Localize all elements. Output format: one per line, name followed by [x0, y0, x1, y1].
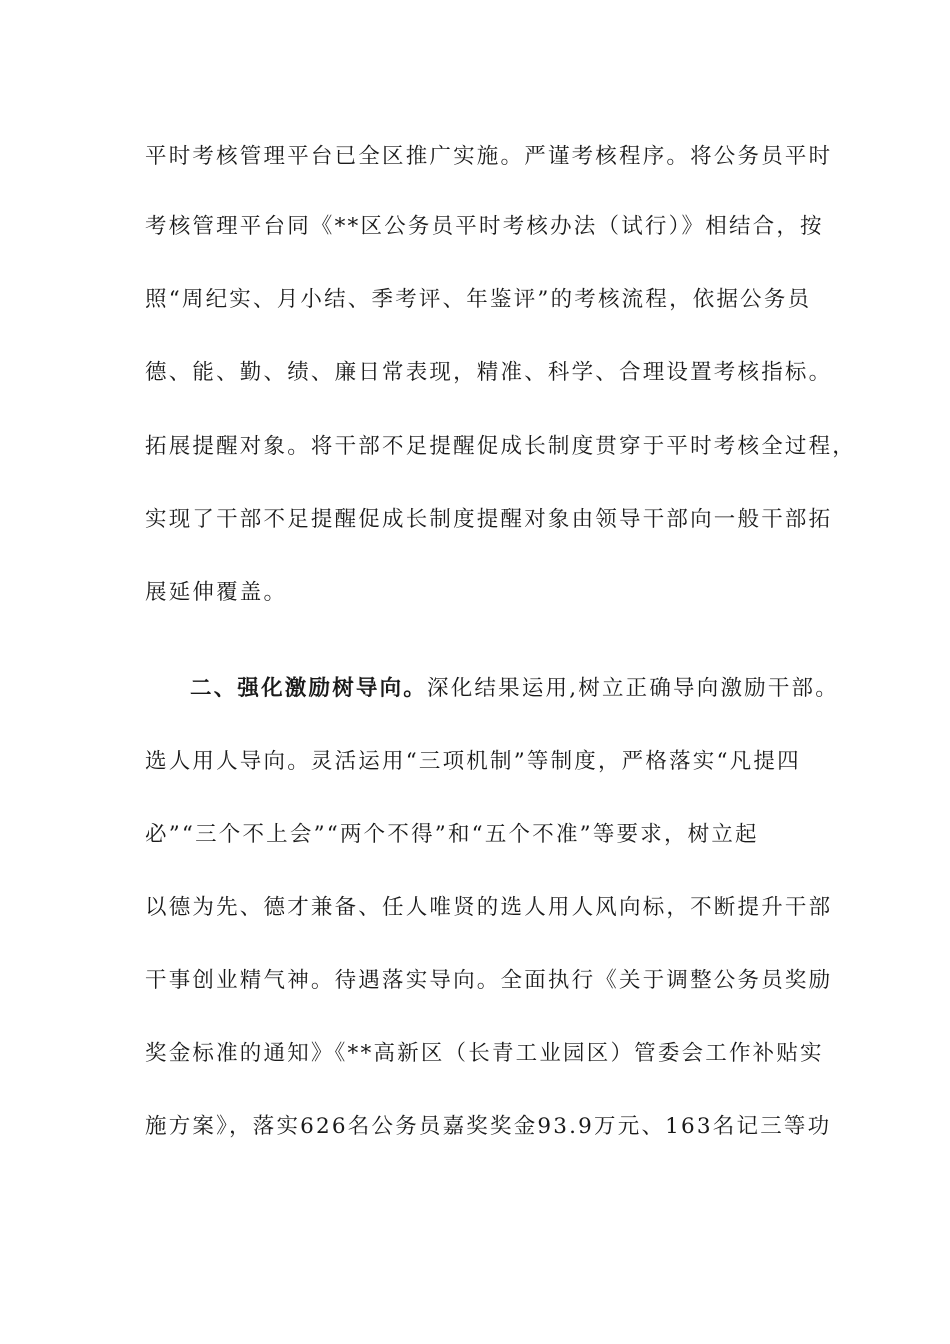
paragraph-line: 以德为先、德才兼备、任人唯贤的选人用人风向标，不断提升干部	[145, 895, 833, 920]
section-intro: 深化结果运用,树立正确导向激励干部。	[427, 676, 839, 701]
paragraph-line: 平时考核管理平台已全区推广实施。严谨考核程序。将公务员平时	[145, 144, 833, 169]
paragraph-line: 奖金标准的通知》《**高新区（长青工业园区）管委会工作补贴实	[145, 1041, 824, 1066]
paragraph-line: 照“周纪实、月小结、季考评、年鉴评”的考核流程，依据公务员	[145, 287, 812, 312]
paragraph-line: 施方案》，落实626名公务员嘉奖奖金93.9万元、163名记三等功	[145, 1114, 832, 1139]
paragraph-line: 实现了干部不足提醒促成长制度提醒对象由领导干部向一般干部拓	[145, 507, 833, 532]
paragraph-line: 选人用人导向。灵活运用“三项机制”等制度，严格落实“凡提四	[145, 749, 801, 774]
section-heading: 二、强化激励树导向。	[190, 676, 428, 701]
paragraph-line: 拓展提醒对象。将干部不足提醒促成长制度贯穿于平时考核全过程，	[145, 434, 857, 459]
paragraph-line: 展延伸覆盖。	[145, 580, 288, 605]
paragraph-line: 德、能、勤、绩、廉日常表现，精准、科学、合理设置考核指标。	[145, 360, 833, 385]
section-heading-line	[190, 669, 850, 709]
paragraph-line: 必”“三个不上会”“两个不得”和“五个不准”等要求，树立起	[145, 822, 759, 847]
paragraph-line: 干事创业精气神。待遇落实导向。全面执行《关于调整公务员奖励	[145, 968, 833, 993]
paragraph-line: 考核管理平台同《**区公务员平时考核办法（试行）》相结合，按	[145, 214, 824, 239]
